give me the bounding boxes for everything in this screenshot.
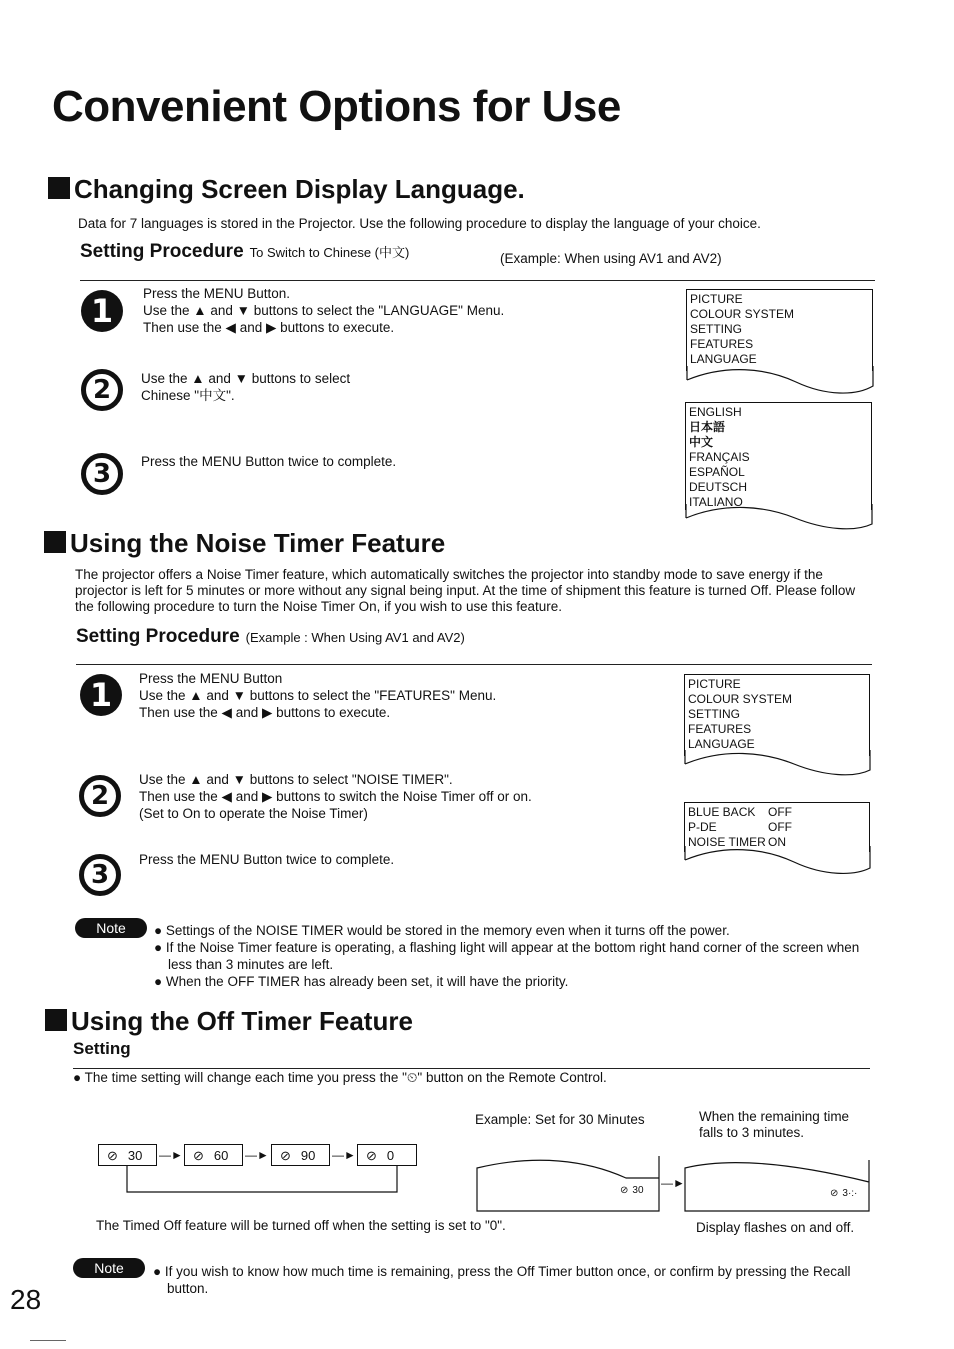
timer-icon: ⊘ — [830, 1188, 839, 1199]
timer-icon: ⊘ — [107, 1148, 118, 1163]
note-list: ● If you wish to know how much time is remaining, press the Off Timer button once, or confirm by pressing the Recall button. — [153, 1264, 851, 1296]
screen-menu-language: ENGLISH 日本語 中文 FRANÇAIS ESPAÑOL DEUTSCH ITALIANO — [685, 402, 872, 510]
step-badge: 1 — [80, 674, 122, 716]
procedure-heading: Setting Procedure (Example : When Using AV1 and AV2) — [76, 626, 465, 647]
timer-box: ⊘ 0 — [357, 1144, 417, 1166]
step-badge: 3 — [79, 854, 121, 896]
timer-box: ⊘ 90 — [271, 1144, 330, 1166]
timer-box: ⊘ 60 — [184, 1144, 243, 1166]
step-text: Use the ▲ and ▼ buttons to select "NOISE TIMER". Then use the ◀ and ▶ buttons to switch the Noise Timer off or on. (Set to On to operate the Noise Timer) — [139, 772, 532, 821]
arrow-right-icon: —► — [332, 1148, 356, 1162]
remaining-caption: When the remaining time falls to 3 minutes. — [699, 1109, 850, 1140]
step-badge: 2 — [79, 775, 121, 817]
setting-heading: Setting — [73, 1039, 131, 1058]
page-title: Convenient Options for Use — [52, 82, 621, 131]
return-arrow — [125, 1166, 400, 1196]
divider — [76, 664, 872, 665]
screen-curl — [685, 504, 873, 534]
step-badge: 1 — [81, 290, 123, 332]
example-note: (Example: When using AV1 and AV2) — [500, 251, 722, 266]
section-title-language: Changing Screen Display Language. — [48, 174, 525, 205]
step-text: Press the MENU Button twice to complete. — [139, 852, 395, 867]
divider — [80, 280, 875, 281]
screen-curl — [684, 846, 871, 878]
section-intro: The projector offers a Noise Timer feature, which automatically switches the projector into standby mode to save energy if the projector is left for 5 minutes or more without any signal being input. At the time of shipment this feature is turned Off. Please follow the following procedure to turn the Noise Timer On, if you wish to use this feature. — [75, 567, 856, 614]
screen-curl — [684, 750, 871, 780]
section-intro: Data for 7 languages is stored in the Projector. Use the following procedure to display the language of your choice. — [78, 216, 761, 231]
step-text: Press the MENU Button. Use the ▲ and ▼ buttons to select the "LANGUAGE" Menu. Then use the ◀ and ▶ buttons to execute. — [143, 286, 505, 335]
divider — [73, 1068, 870, 1069]
flash-caption: Display flashes on and off. — [696, 1220, 855, 1235]
divider — [30, 1340, 66, 1341]
screen-menu-main: PICTURE COLOUR SYSTEM SETTING FEATURES LANGUAGE — [686, 289, 873, 371]
timer-icon: ⊘ — [280, 1148, 291, 1163]
arrow-right-icon: —► — [661, 1176, 685, 1190]
bullet-square-icon — [44, 531, 66, 553]
screen-menu-features: BLUE BACK OFF P-DE OFF NOISE TIMER ON — [684, 802, 870, 852]
step-text: Press the MENU Button twice to complete. — [141, 454, 397, 469]
arrow-right-icon: —► — [159, 1148, 183, 1162]
section-title-off-timer: Using the Off Timer Feature — [45, 1006, 413, 1037]
step-text: Press the MENU Button Use the ▲ and ▼ buttons to select the "FEATURES" Menu. Then use the ◀ and ▶ buttons to execute. — [139, 671, 497, 720]
timer-icon: ⊘ — [366, 1148, 377, 1163]
timer-readout: ⊘ 30 — [620, 1185, 644, 1196]
screen-example — [684, 1160, 870, 1212]
bullet-square-icon — [48, 177, 70, 199]
page-number: 28 — [10, 1284, 42, 1315]
step-text: Use the ▲ and ▼ buttons to select Chinese "中文". — [141, 371, 351, 403]
example-caption: Example: Set for 30 Minutes — [475, 1112, 645, 1127]
section-title-noise-timer: Using the Noise Timer Feature — [44, 528, 445, 559]
flash-icon: ·:· — [847, 1188, 858, 1199]
note-list: ● Settings of the NOISE TIMER would be stored in the memory even when it turns off the power. ● If the Noise Timer feature is operating, a flashing light will appear at the bottom right hand corner of the screen when less than 3 minutes are left. ● When the OFF TIMER has already been set, it will have the priority. — [154, 923, 860, 989]
timer-icon: ⊘ — [193, 1148, 204, 1163]
timer-readout: ⊘ 3·:· — [830, 1188, 858, 1199]
note-badge: Note — [73, 1258, 145, 1278]
timer-icon: ⊘ — [620, 1185, 629, 1196]
screen-menu-main: PICTURE COLOUR SYSTEM SETTING FEATURES LANGUAGE — [684, 674, 870, 756]
setting-note: ● The time setting will change each time you press the "⏲" button on the Remote Control. — [73, 1070, 607, 1085]
arrow-right-icon: —► — [245, 1148, 269, 1162]
bullet-square-icon — [45, 1009, 67, 1031]
note-badge: Note — [75, 918, 147, 938]
screen-example — [476, 1156, 660, 1212]
timer-box: ⊘ 30 — [98, 1144, 157, 1166]
step-badge: 2 — [81, 369, 123, 411]
cycle-caption: The Timed Off feature will be turned off when the setting is set to "0". — [96, 1218, 506, 1233]
procedure-heading: Setting Procedure To Switch to Chinese (中文) — [80, 241, 410, 262]
step-badge: 3 — [81, 453, 123, 495]
screen-curl — [686, 366, 874, 398]
